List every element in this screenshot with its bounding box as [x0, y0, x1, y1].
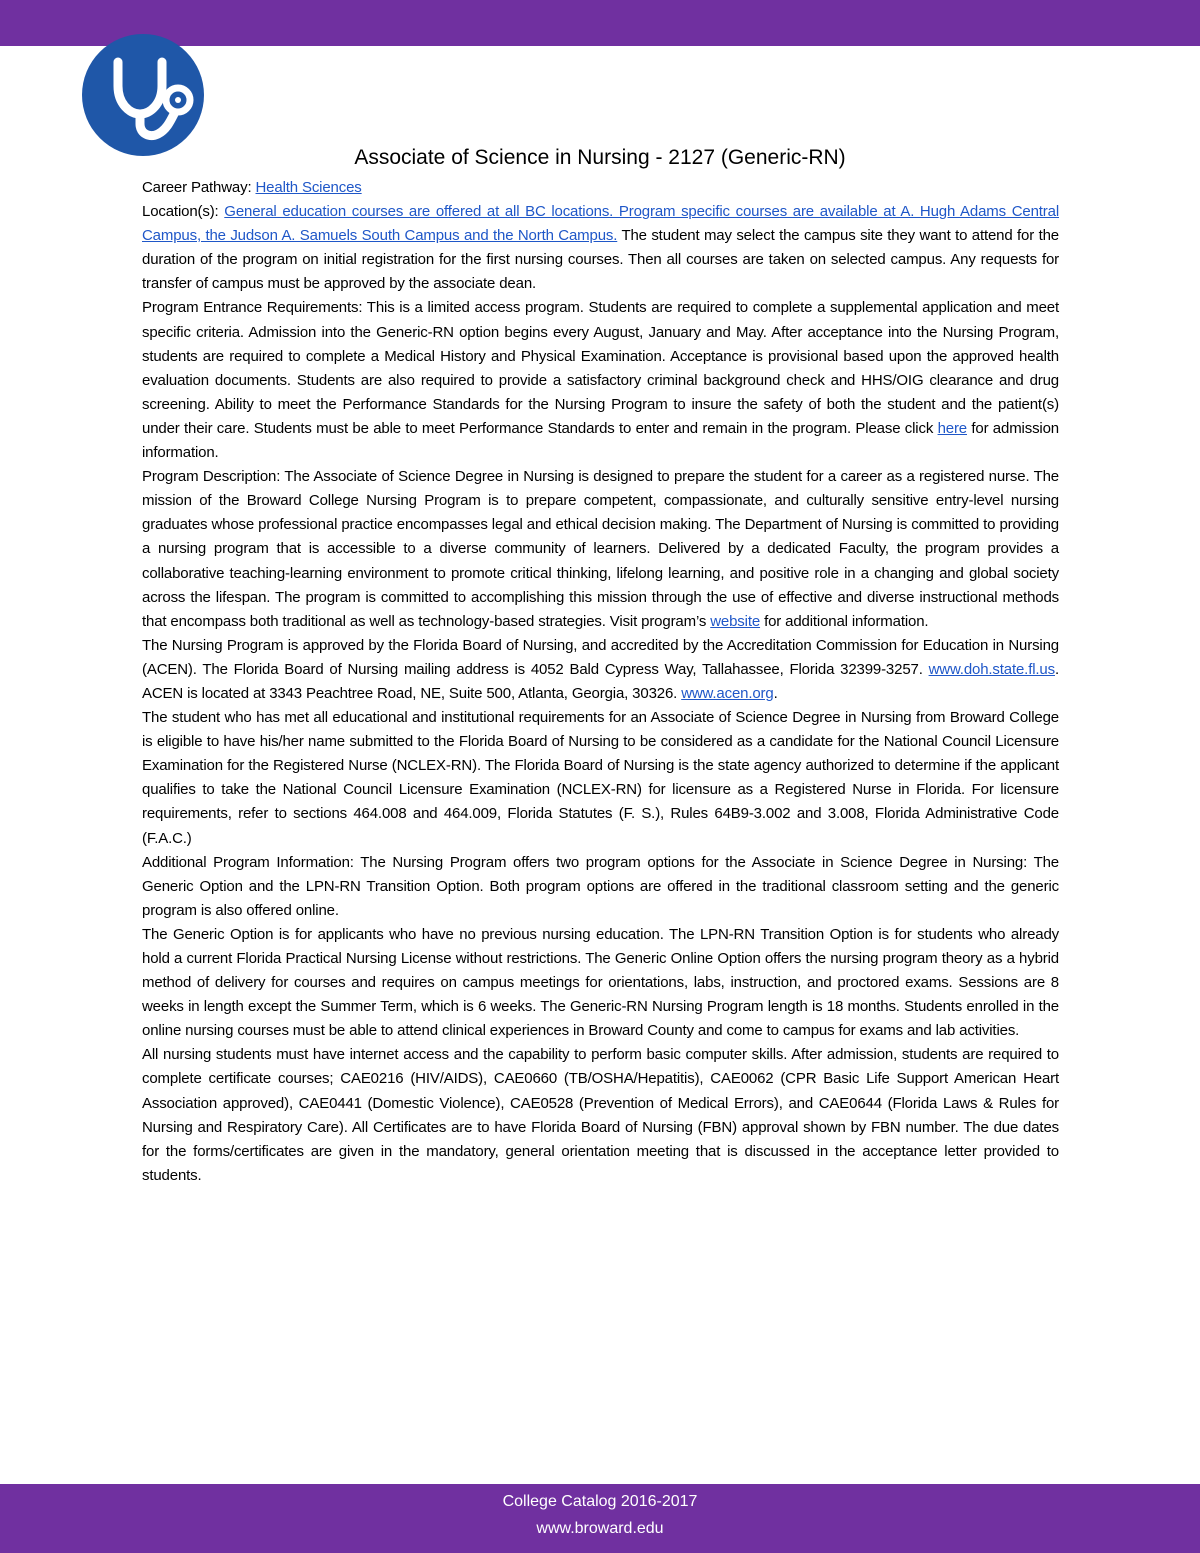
additional-info-paragraph: Additional Program Information: The Nursing Program offers two program options for the Associate in Science Degree in Nursing: The Generic Option and the LPN-RN Transition Option. Both program options are offered in the traditional classroom setting and the generic program is also offered online. — [142, 853, 1059, 919]
program-website-link[interactable]: website — [710, 612, 761, 630]
entrance-text: Program Entrance Requirements: This is a limited access program. Students are required to complete a supplemental application and meet specific criteria. Admission into the Generic-RN option begins every August, January and May. After acceptance into the Nursing Program, students are required to complete a Medical History and Physical Examination. Acceptance is provisional based upon the approved health evaluation documents. Students are also required to provide a satisfactory criminal background check and HHS/OIG clearance and drug screening. Ability to meet the Performance Standards for the Nursing Program to insure the safety of both the student and the patient(s) under their care. Students must be able to meet Performance Standards to enter and remain in the program. Please click — [142, 299, 1059, 437]
locations-link[interactable]: General education courses are offered at all BC locations. Program specific courses are available at A. Hugh Adams Central Campus, the Judson A. Samuels South Campus and the North Campus. — [142, 203, 1059, 245]
generic-option-paragraph: The Generic Option is for applicants who have no previous nursing education. The LPN-RN Transition Option is for students who already hold a current Florida Practical Nursing License without restrictions. The Generic Online Option offers the nursing program theory as a hybrid method of delivery for courses and requires on campus meetings for orientations, labs, instruction, and proctored exams. Sessions are 8 weeks in length except the Summer Term, which is 6 weeks. The Generic-RN Nursing Program length is 18 months. Students enrolled in the online nursing courses must be able to attend clinical experiences in Broward County and come to campus for exams and lab activities. — [142, 925, 1059, 1040]
admission-here-link[interactable]: here — [937, 419, 967, 437]
health-sciences-link[interactable]: Health Sciences — [255, 179, 362, 196]
approval-after: . — [773, 684, 778, 702]
locations-text: The student may select the campus site they want to attend for the duration of the program on initial registration for the first nursing courses. Then all courses are taken on selected campus. Any requests for transfer of campus must be approved by the associate dean. — [142, 227, 1059, 293]
website-url: www.broward.edu — [536, 1520, 664, 1537]
career-pathway-label: Career Pathway: — [142, 179, 252, 196]
footer-band — [0, 1484, 1200, 1553]
approval-mid: . ACEN is located at 3343 Peachtree Road, NE, Suite 500, Atlanta, Georgia, 30326. — [142, 660, 1059, 702]
locations-paragraph — [142, 200, 1059, 296]
stethoscope-icon — [82, 34, 204, 156]
description-after: for additional information. — [760, 612, 929, 630]
program-description-paragraph — [142, 465, 1059, 634]
catalog-label: College Catalog 2016-2017 — [502, 1493, 698, 1510]
entrance-after: for admission information. — [142, 419, 1059, 462]
entrance-requirements-paragraph — [142, 296, 1059, 465]
approval-paragraph — [142, 634, 1059, 706]
acen-link[interactable]: www.acen.org — [681, 684, 774, 702]
document-body — [142, 176, 1059, 1188]
locations-label: Location(s): — [142, 203, 219, 221]
licensure-paragraph: The student who has met all educational and institutional requirements for an Associate of Science Degree in Nursing from Broward College is eligible to have his/her name submitted to the Florida Board of Nursing to be considered as a candidate for the National Council Licensure Examination for the Registered Nurse (NCLEX-RN). The Florida Board of Nursing is the state agency authorized to determine if the applicant qualifies to take the National Council Licensure Examination (NCLEX-RN) for licensure as a Registered Nurse in Florida. For licensure requirements, refer to sections 464.008 and 464.009, Florida Statutes (F. S.), Rules 64B9-3.002 and 3.008, Florida Administrative Code (F.A.C.) — [142, 709, 1059, 847]
nursing-logo — [82, 34, 204, 156]
description-text: Program Description: The Associate of Science Degree in Nursing is designed to prepare the student for a career as a registered nurse. The mission of the Broward College Nursing Program is to prepare competent, compassionate, and culturally sensitive entry-level nursing graduates whose professional practice encompasses legal and ethical decision making. The Department of Nursing is committed to providing a nursing program that is accessible to a diverse community of learners. Delivered by a dedicated Faculty, the program provides a collaborative teaching-learning environment to promote critical thinking, lifelong learning, and positive role in a changing and global society across the lifespan. The program is committed to accomplishing this mission through the use of effective and diverse instructional methods that encompass both traditional as well as technology-based strategies. Visit program’s — [142, 468, 1059, 630]
student-requirements-paragraph: All nursing students must have internet access and the capability to perform basic computer skills. After admission, students are required to complete certificate courses; CAE0216 (HIV/AIDS), CAE0660 (TB/OSHA/Hepatitis), CAE0062 (CPR Basic Life Support American Heart Association approved), CAE0441 (Domestic Violence), CAE0528 (Prevention of Medical Errors), and CAE0644 (Florida Laws & Rules for Nursing and Respiratory Care). All Certificates are to have Florida Board of Nursing (FBN) approval shown by FBN number. The due dates for the forms/certificates are given in the mandatory, general orientation meeting that is discussed in the acceptance letter provided to students. — [142, 1046, 1059, 1184]
page-title: Associate of Science in Nursing - 2127 (Generic-RN) — [354, 146, 846, 169]
approval-text: The Nursing Program is approved by the Florida Board of Nursing, and accredited by the Accreditation Commission for Education in Nursing (ACEN). The Florida Board of Nursing mailing address is 4052 Bald Cypress Way, Tallahassee, Florida 32399-3257. — [142, 636, 1059, 678]
doh-link[interactable]: www.doh.state.fl.us — [928, 660, 1055, 678]
career-pathway-paragraph — [142, 176, 1059, 200]
